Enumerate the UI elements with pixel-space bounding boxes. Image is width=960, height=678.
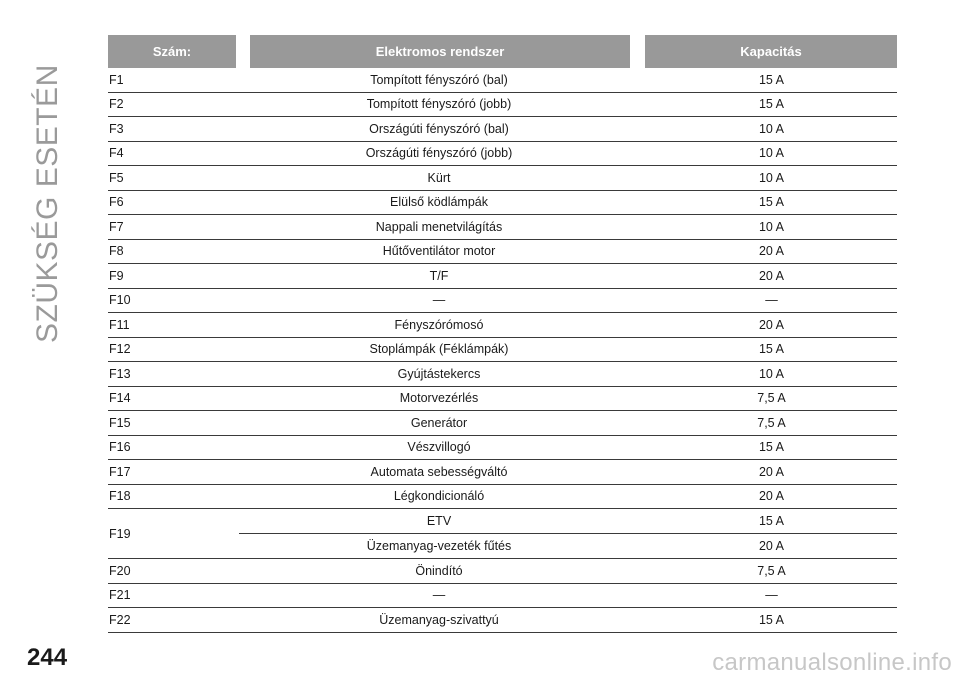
cell-capacity: 15 A xyxy=(758,513,785,528)
table-row xyxy=(108,68,897,93)
table-row xyxy=(108,460,897,485)
table-row xyxy=(108,362,897,387)
cell-system: — xyxy=(432,293,446,308)
table-body-b xyxy=(108,559,897,633)
cell-number: F7 xyxy=(109,219,124,234)
cell-capacity: — xyxy=(765,293,778,308)
table-row xyxy=(108,338,897,363)
table-row xyxy=(108,215,897,240)
cell-system: Elülső ködlámpák xyxy=(390,195,488,210)
cell-number: F6 xyxy=(109,195,124,210)
cell-number: F22 xyxy=(109,612,131,627)
cell-number: F2 xyxy=(109,97,124,112)
cell-number: F15 xyxy=(109,415,131,430)
cell-system: Önindító xyxy=(415,563,463,578)
table-row xyxy=(108,411,897,436)
cell-number: F9 xyxy=(109,268,124,283)
cell-system: Fényszórómosó xyxy=(394,317,484,332)
cell-capacity: 15 A xyxy=(758,195,785,210)
table-subrow xyxy=(239,509,897,534)
cell-system: Országúti fényszóró (bal) xyxy=(369,121,509,136)
table-row xyxy=(108,117,897,142)
cell-number: F21 xyxy=(109,588,131,603)
cell-number: F20 xyxy=(109,563,131,578)
table-row xyxy=(108,264,897,289)
table-row xyxy=(108,289,897,314)
cell-capacity: 15 A xyxy=(758,97,785,112)
cell-capacity: 20 A xyxy=(758,244,785,259)
table-row xyxy=(108,191,897,216)
table-row xyxy=(108,142,897,167)
column-header-capacity: Kapacitás xyxy=(645,35,897,68)
cell-system: Országúti fényszóró (jobb) xyxy=(365,146,513,161)
table-header xyxy=(108,35,897,68)
fuse-table xyxy=(108,35,897,633)
column-header-number: Szám: xyxy=(108,35,236,68)
watermark: carmanualsonline.info xyxy=(712,649,952,676)
cell-system: ETV xyxy=(426,513,452,528)
cell-number: F1 xyxy=(109,72,124,87)
cell-capacity: 7,5 A xyxy=(757,563,786,578)
cell-number: F4 xyxy=(109,146,124,161)
cell-capacity: 20 A xyxy=(758,464,785,479)
cell-capacity: 7,5 A xyxy=(757,415,786,430)
cell-capacity: 7,5 A xyxy=(757,391,786,406)
cell-system: Motorvezérlés xyxy=(399,391,479,406)
cell-system: Vészvillogó xyxy=(407,440,471,455)
table-row xyxy=(108,584,897,609)
cell-number: F18 xyxy=(109,489,131,504)
cell-system: Kürt xyxy=(427,170,451,185)
cell-capacity: 15 A xyxy=(758,72,785,87)
table-row xyxy=(108,387,897,412)
table-body-a xyxy=(108,68,897,509)
cell-number: F8 xyxy=(109,244,124,259)
cell-number: F10 xyxy=(109,293,131,308)
cell-capacity: 10 A xyxy=(758,366,785,381)
cell-capacity: 15 A xyxy=(758,342,785,357)
cell-capacity: 20 A xyxy=(758,489,785,504)
cell-number: F12 xyxy=(109,342,131,357)
cell-number: F19 xyxy=(109,526,131,541)
page-number: 244 xyxy=(27,644,68,671)
table-row xyxy=(108,608,897,633)
table-row xyxy=(108,166,897,191)
cell-capacity: 20 A xyxy=(758,538,785,553)
cell-system: Üzemanyag-szivattyú xyxy=(379,612,499,627)
cell-capacity: 10 A xyxy=(758,170,785,185)
cell-number: F3 xyxy=(109,121,124,136)
cell-system: Üzemanyag-vezeték fűtés xyxy=(366,538,512,553)
cell-capacity: 15 A xyxy=(758,440,785,455)
table-row xyxy=(108,313,897,338)
cell-number: F16 xyxy=(109,440,131,455)
cell-capacity: 10 A xyxy=(758,219,785,234)
cell-system: Légkondicionáló xyxy=(393,489,485,504)
column-header-system: Elektromos rendszer xyxy=(250,35,630,68)
cell-number: F14 xyxy=(109,391,131,406)
table-row xyxy=(108,485,897,510)
cell-system: Gyújtástekercs xyxy=(397,366,481,381)
cell-number: F5 xyxy=(109,170,124,185)
cell-capacity: 15 A xyxy=(758,612,785,627)
table-row-group xyxy=(108,509,897,559)
cell-system: Generátor xyxy=(410,415,468,430)
table-row xyxy=(108,93,897,118)
side-section-title: SZÜKSÉG ESETÉN xyxy=(31,64,64,343)
cell-capacity: 10 A xyxy=(758,121,785,136)
cell-system: Hűtőventilátor motor xyxy=(382,244,496,259)
cell-system: Stoplámpák (Féklámpák) xyxy=(369,342,509,357)
table-row xyxy=(108,436,897,461)
cell-system: T/F xyxy=(429,268,449,283)
cell-capacity: 20 A xyxy=(758,268,785,283)
table-subrow xyxy=(239,534,897,559)
cell-system: — xyxy=(432,588,446,603)
group-subrows xyxy=(239,509,897,558)
cell-capacity: 20 A xyxy=(758,317,785,332)
table-row xyxy=(108,559,897,584)
cell-number: F17 xyxy=(109,464,131,479)
cell-system: Nappali menetvilágítás xyxy=(375,219,503,234)
cell-number: F13 xyxy=(109,366,131,381)
cell-system: Tompított fényszóró (jobb) xyxy=(366,97,512,112)
cell-capacity: — xyxy=(765,588,778,603)
cell-number: F11 xyxy=(109,317,130,332)
cell-capacity: 10 A xyxy=(758,146,785,161)
cell-system: Tompított fényszóró (bal) xyxy=(370,72,508,87)
cell-system: Automata sebességváltó xyxy=(370,464,508,479)
table-row xyxy=(108,240,897,265)
